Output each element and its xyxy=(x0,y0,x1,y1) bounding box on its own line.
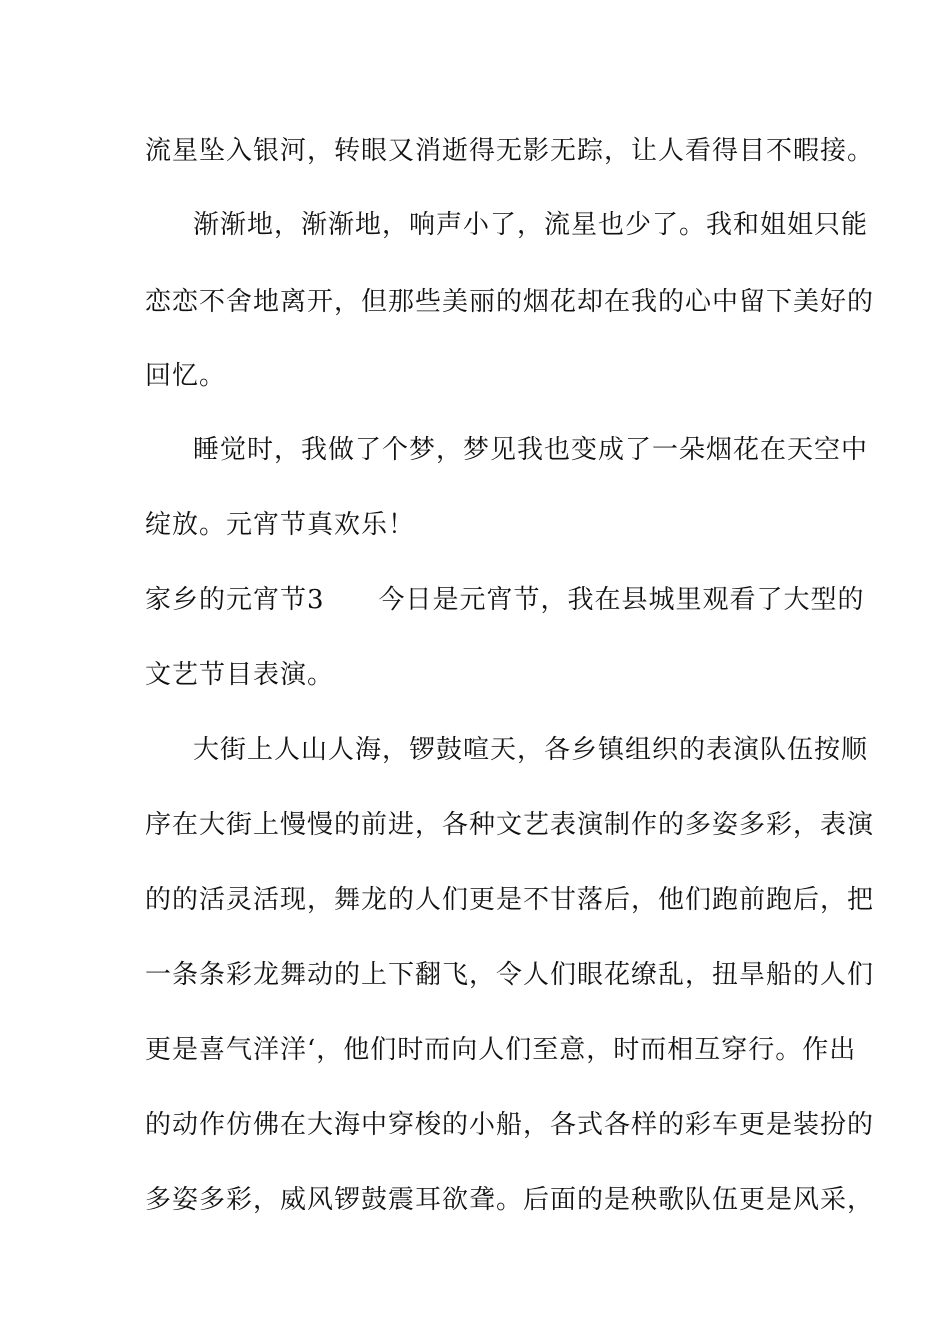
text-line: 更是喜气洋洋‘，他们时而向人们至意，时而相互穿行。作出 xyxy=(145,1035,857,1065)
text-line: 文艺节目表演。 xyxy=(145,660,335,690)
text-line: 回忆。 xyxy=(145,361,227,391)
text-line: 多姿多彩，威风锣鼓震耳欲聋。后面的是秧歌队伍更是风采， xyxy=(145,1185,875,1215)
text-line: 序在大街上慢慢的前进，各种文艺表演制作的多姿多彩，表演 xyxy=(145,810,875,840)
paragraph-start-line: 渐渐地，渐渐地，响声小了，流星也少了。我和姐姐只能 xyxy=(193,210,869,240)
text-line: 恋恋不舍地离开，但那些美丽的烟花却在我的心中留下美好的 xyxy=(145,287,875,317)
text-line: 一条条彩龙舞动的上下翻飞，令人们眼花缭乱，扭旱船的人们 xyxy=(145,960,875,990)
text-line: 流星坠入银河，转眼又消逝得无影无踪，让人看得目不暇接。 xyxy=(145,136,875,166)
text-line: 绽放。元宵节真欢乐！ xyxy=(145,510,416,540)
paragraph-start-line: 大街上人山人海，锣鼓喧天，各乡镇组织的表演队伍按顺 xyxy=(193,735,869,765)
text-line: 的的活灵活现，舞龙的人们更是不甘落后，他们跑前跑后，把 xyxy=(145,885,875,915)
section-heading-line: 家乡的元宵节3 今日是元宵节，我在县城里观看了大型的 xyxy=(145,585,865,615)
text-line: 的动作仿佛在大海中穿梭的小船，各式各样的彩车更是装扮的 xyxy=(145,1110,875,1140)
paragraph-start-line: 睡觉时，我做了个梦，梦见我也变成了一朵烟花在天空中 xyxy=(193,435,869,465)
